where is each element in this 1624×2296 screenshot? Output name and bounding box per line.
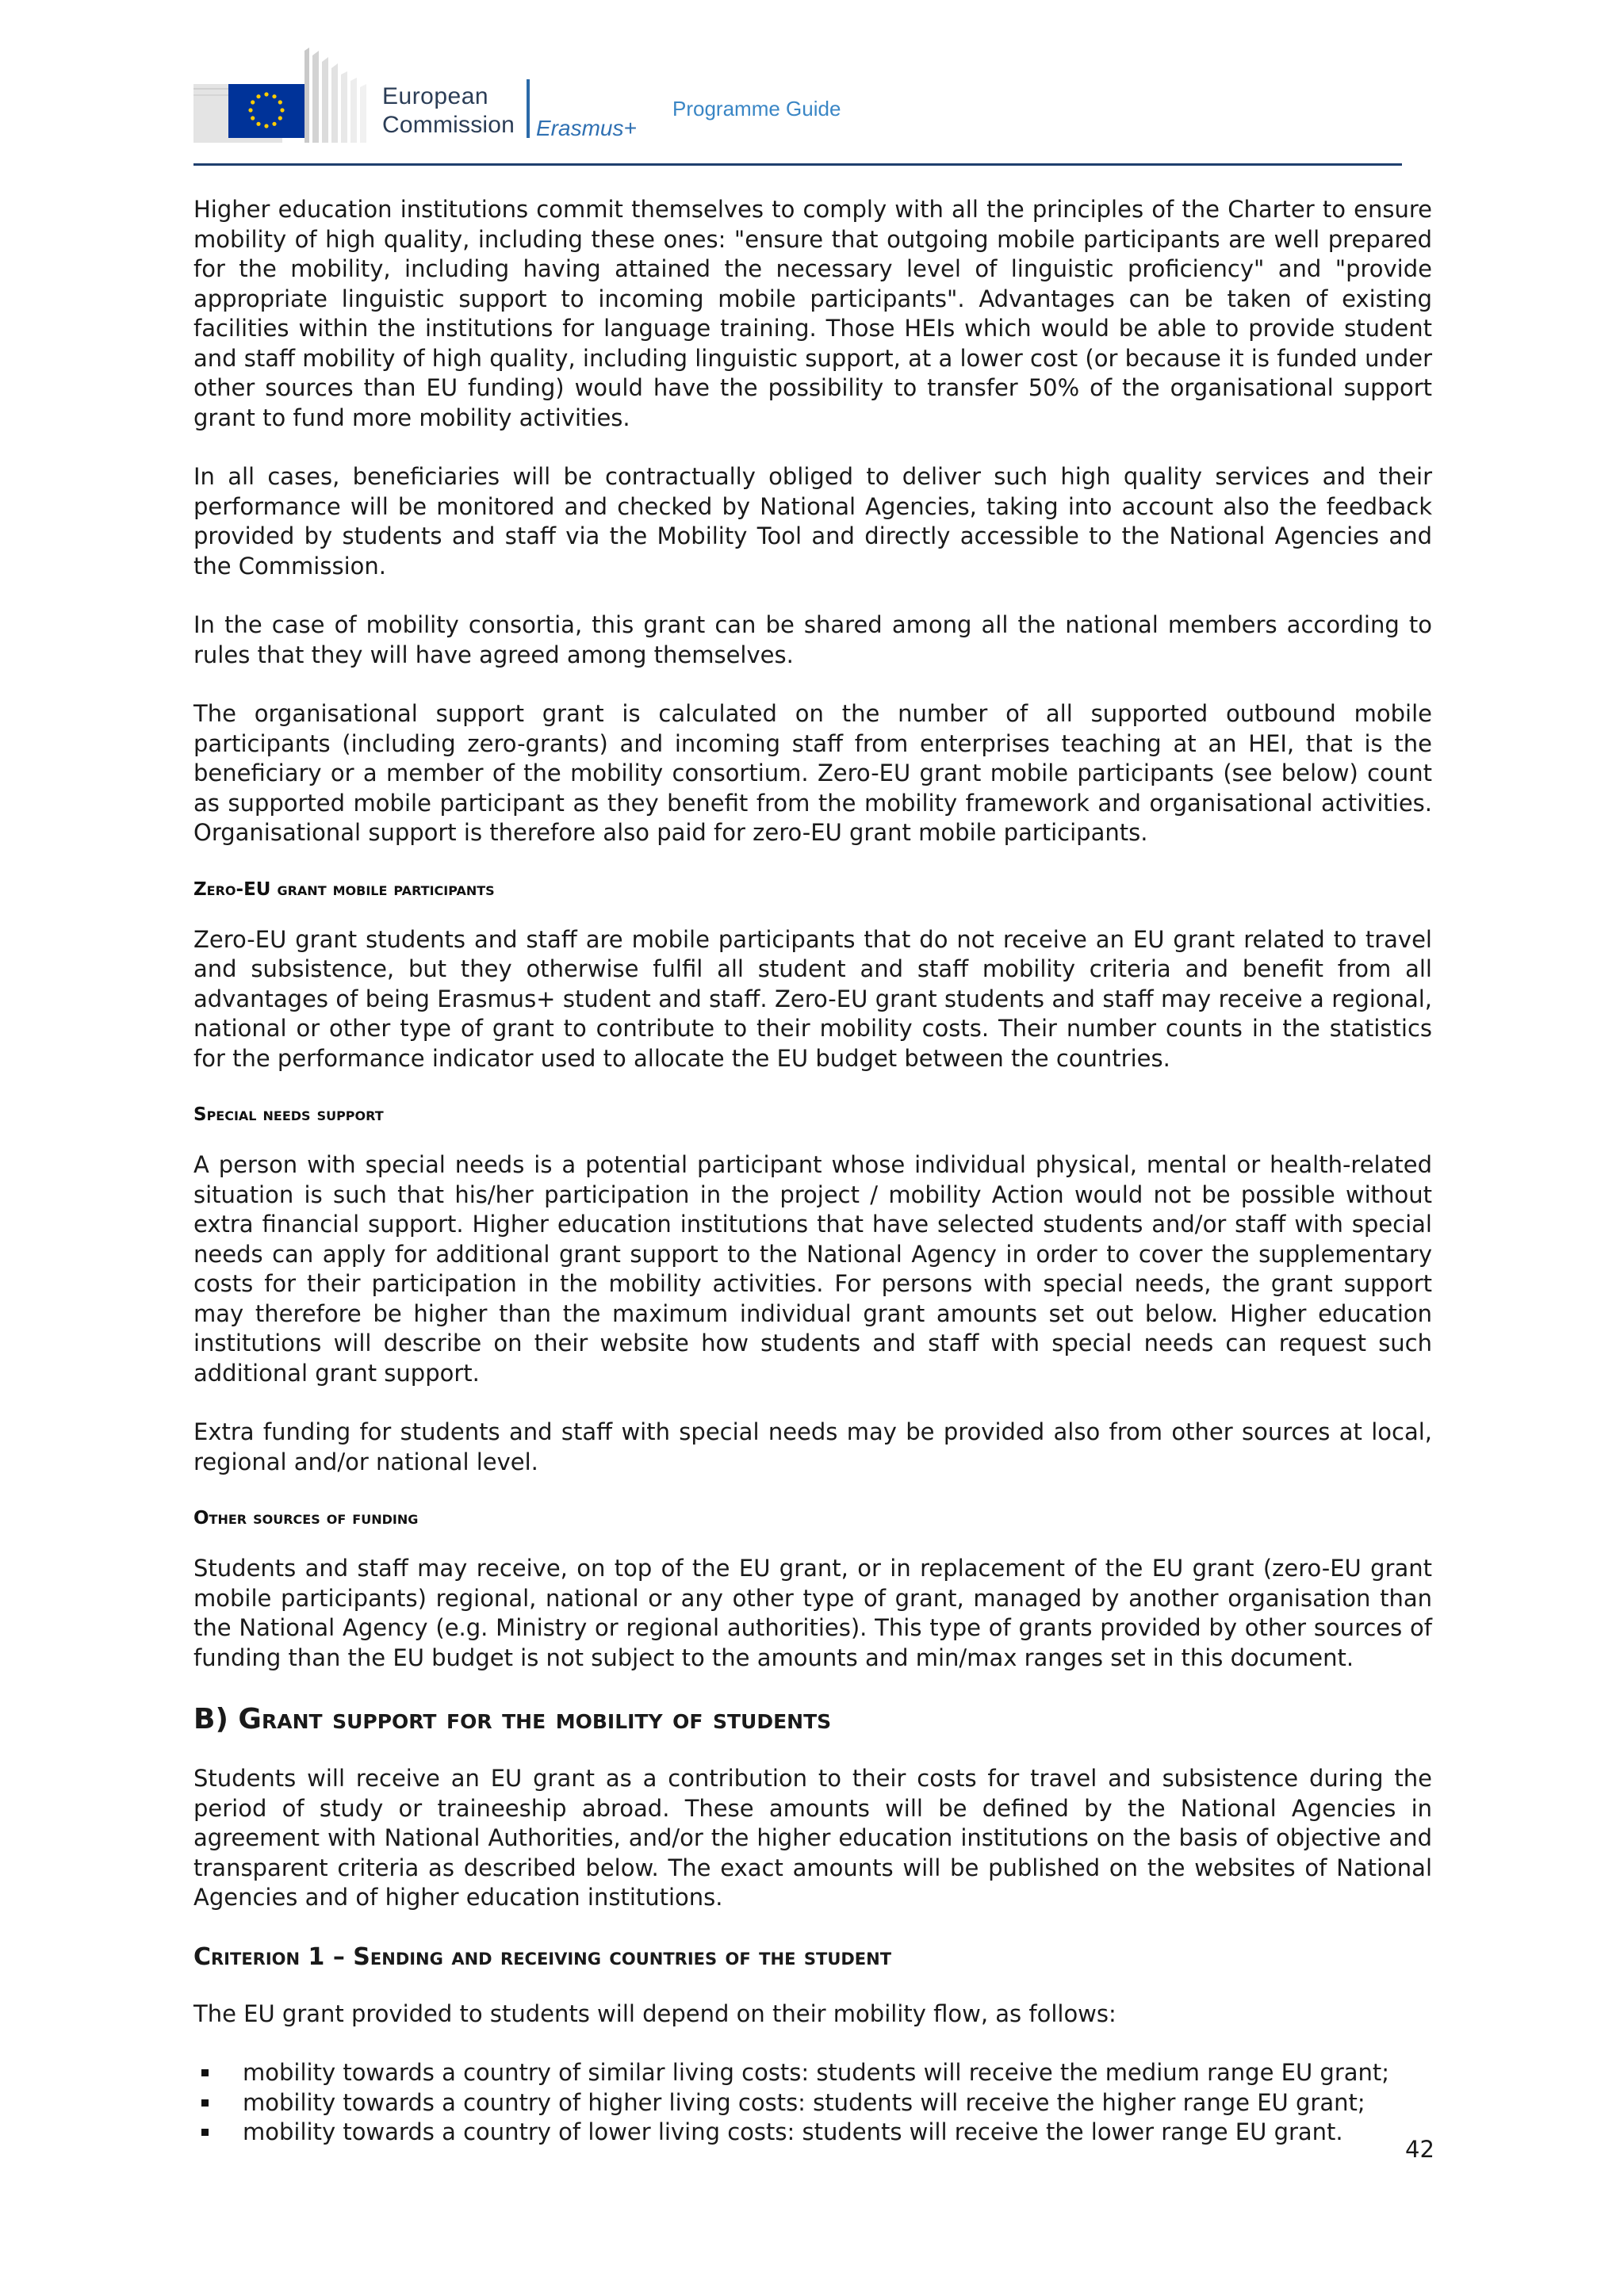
- paragraph-zero-eu: Zero-EU grant students and staff are mobile participants that do not receive an EU grant related to travel and subsistence, but they otherwise fulfil all student and staff mobility criteria and benefit from all advantages of being Erasmus+ student and staff. Zero-EU grant students and staff may receive a regional, national or other type of grant to contribute to their mobility costs. Their number counts in the statistics for the performance indicator used to allocate the EU budget between the countries.: [193, 925, 1432, 1072]
- page-number: 42: [1405, 2136, 1434, 2163]
- paragraph-other-sources: Students and staff may receive, on top of the EU grant, or in replacement of the EU grant (zero-EU grant mobile participants) regional, national or any other type of grant, managed by another organisation than the National Agency (e.g. Ministry or regional authorities). This type of grants provided by other sources of funding than the EU budget is not subject to the amounts and min/max ranges set in this document.: [193, 1555, 1432, 1671]
- page-header: [193, 48, 1402, 166]
- list-item: [193, 2118, 1432, 2148]
- heading-special-needs: Special needs support: [193, 1104, 384, 1125]
- paragraph-grant-calculation: The organisational support grant is calculated on the number of all supported outbound mobile participants (including zero-grants) and incoming staff from enterprises teaching at an HEI, that is the beneficiary or a member of the mobility consortium. Zero-EU grant mobile participants (see below) count as supported mobile participant as they benefit from the mobility framework and organisational activities. Organisational support is therefore also paid for zero-EU grant mobile participants.: [193, 700, 1432, 846]
- paragraph-beneficiary-obligations: In all cases, beneficiaries will be contractually obliged to deliver such high quality services and their performance will be monitored and checked by National Agencies, taking into account also the feedback provided by students and staff via the Mobility Tool and directly accessible to the National Agencies and the Commission.: [193, 463, 1432, 580]
- heading-other-sources: Other sources of funding: [193, 1508, 419, 1529]
- programme-name: Erasmus+: [536, 116, 637, 140]
- paragraph-consortia: In the case of mobility consortia, this grant can be shared among all the national members according to rules that they will have agreed among themselves.: [193, 611, 1432, 668]
- heading-section-b: B) Grant support for the mobility of students: [193, 1703, 832, 1735]
- heading-zero-eu: Zero-EU grant mobile participants: [193, 878, 495, 900]
- brand-line-2: Commission: [382, 112, 515, 138]
- eu-flag-icon: [228, 84, 304, 138]
- brand-name: [382, 82, 515, 140]
- paragraph-extra-funding: Extra funding for students and staff with special needs may be provided also from other sources at local, regional and/or national level.: [193, 1418, 1432, 1475]
- brand-line-1: European: [382, 83, 489, 109]
- document-title: Programme Guide: [672, 97, 841, 121]
- square-bullet-icon: [201, 2069, 209, 2076]
- page-content: [193, 195, 1432, 2148]
- square-bullet-icon: [201, 2099, 209, 2107]
- square-bullet-icon: [201, 2129, 209, 2136]
- paragraph-student-grant: Students will receive an EU grant as a contribution to their costs for travel and subsistence during the period of study or traineeship abroad. These amounts will be defined by the National Agencies in agreement with National Authorities, and/or the higher education institutions on the basis of objective and transparent criteria as described below. The exact amounts will be published on the websites of National Agencies and of higher education institutions.: [193, 1765, 1432, 1911]
- brand-divider: [527, 79, 530, 138]
- european-commission-logo: [193, 48, 377, 143]
- heading-criterion-1: Criterion 1 – Sending and receiving countries of the student: [193, 1942, 892, 1971]
- paragraph-mobility-flow: The EU grant provided to students will depend on their mobility flow, as follows:: [193, 1999, 1116, 2027]
- paragraph-charter-principles: Higher education institutions commit themselves to comply with all the principles of the Charter to ensure mobility of high quality, including these ones: "ensure that outgoing mobile participants are well prepared for the mobility, including having attained the necessary level of linguistic proficiency" and "provide appropriate linguistic support to incoming mobile participants". Advantages can be taken of existing facilities within the institutions for language training. Those HEIs which would be able to provide student and staff mobility of high quality, including linguistic support, at a lower cost (or because it is funded under other sources than EU funding) would have the possibility to transfer 50% of the organisational support grant to fund more mobility activities.: [193, 196, 1432, 431]
- mobility-flow-list: [193, 2058, 1432, 2148]
- header-rule: [193, 163, 1402, 166]
- list-item-text: mobility towards a country of similar living costs: students will receive the medium range EU grant;: [243, 2059, 1390, 2086]
- list-item-text: mobility towards a country of higher living costs: students will receive the higher range EU grant;: [243, 2088, 1365, 2116]
- list-item-text: mobility towards a country of lower living costs: students will receive the lower range EU grant.: [243, 2118, 1343, 2145]
- list-item: [193, 2088, 1432, 2118]
- list-item: [193, 2058, 1432, 2088]
- paragraph-special-needs: A person with special needs is a potential participant whose individual physical, mental or health-related situation is such that his/her participation in the project / mobility Action would not be possible without extra financial support. Higher education institutions that have selected students and/or staff with special needs can apply for additional grant support to the National Agency in order to cover the supplementary costs for their participation in the mobility activities. For persons with special needs, the grant support may therefore be higher than the maximum individual grant amounts set out below. Higher education institutions will describe on their website how students and staff with special needs can request such additional grant support.: [193, 1151, 1432, 1387]
